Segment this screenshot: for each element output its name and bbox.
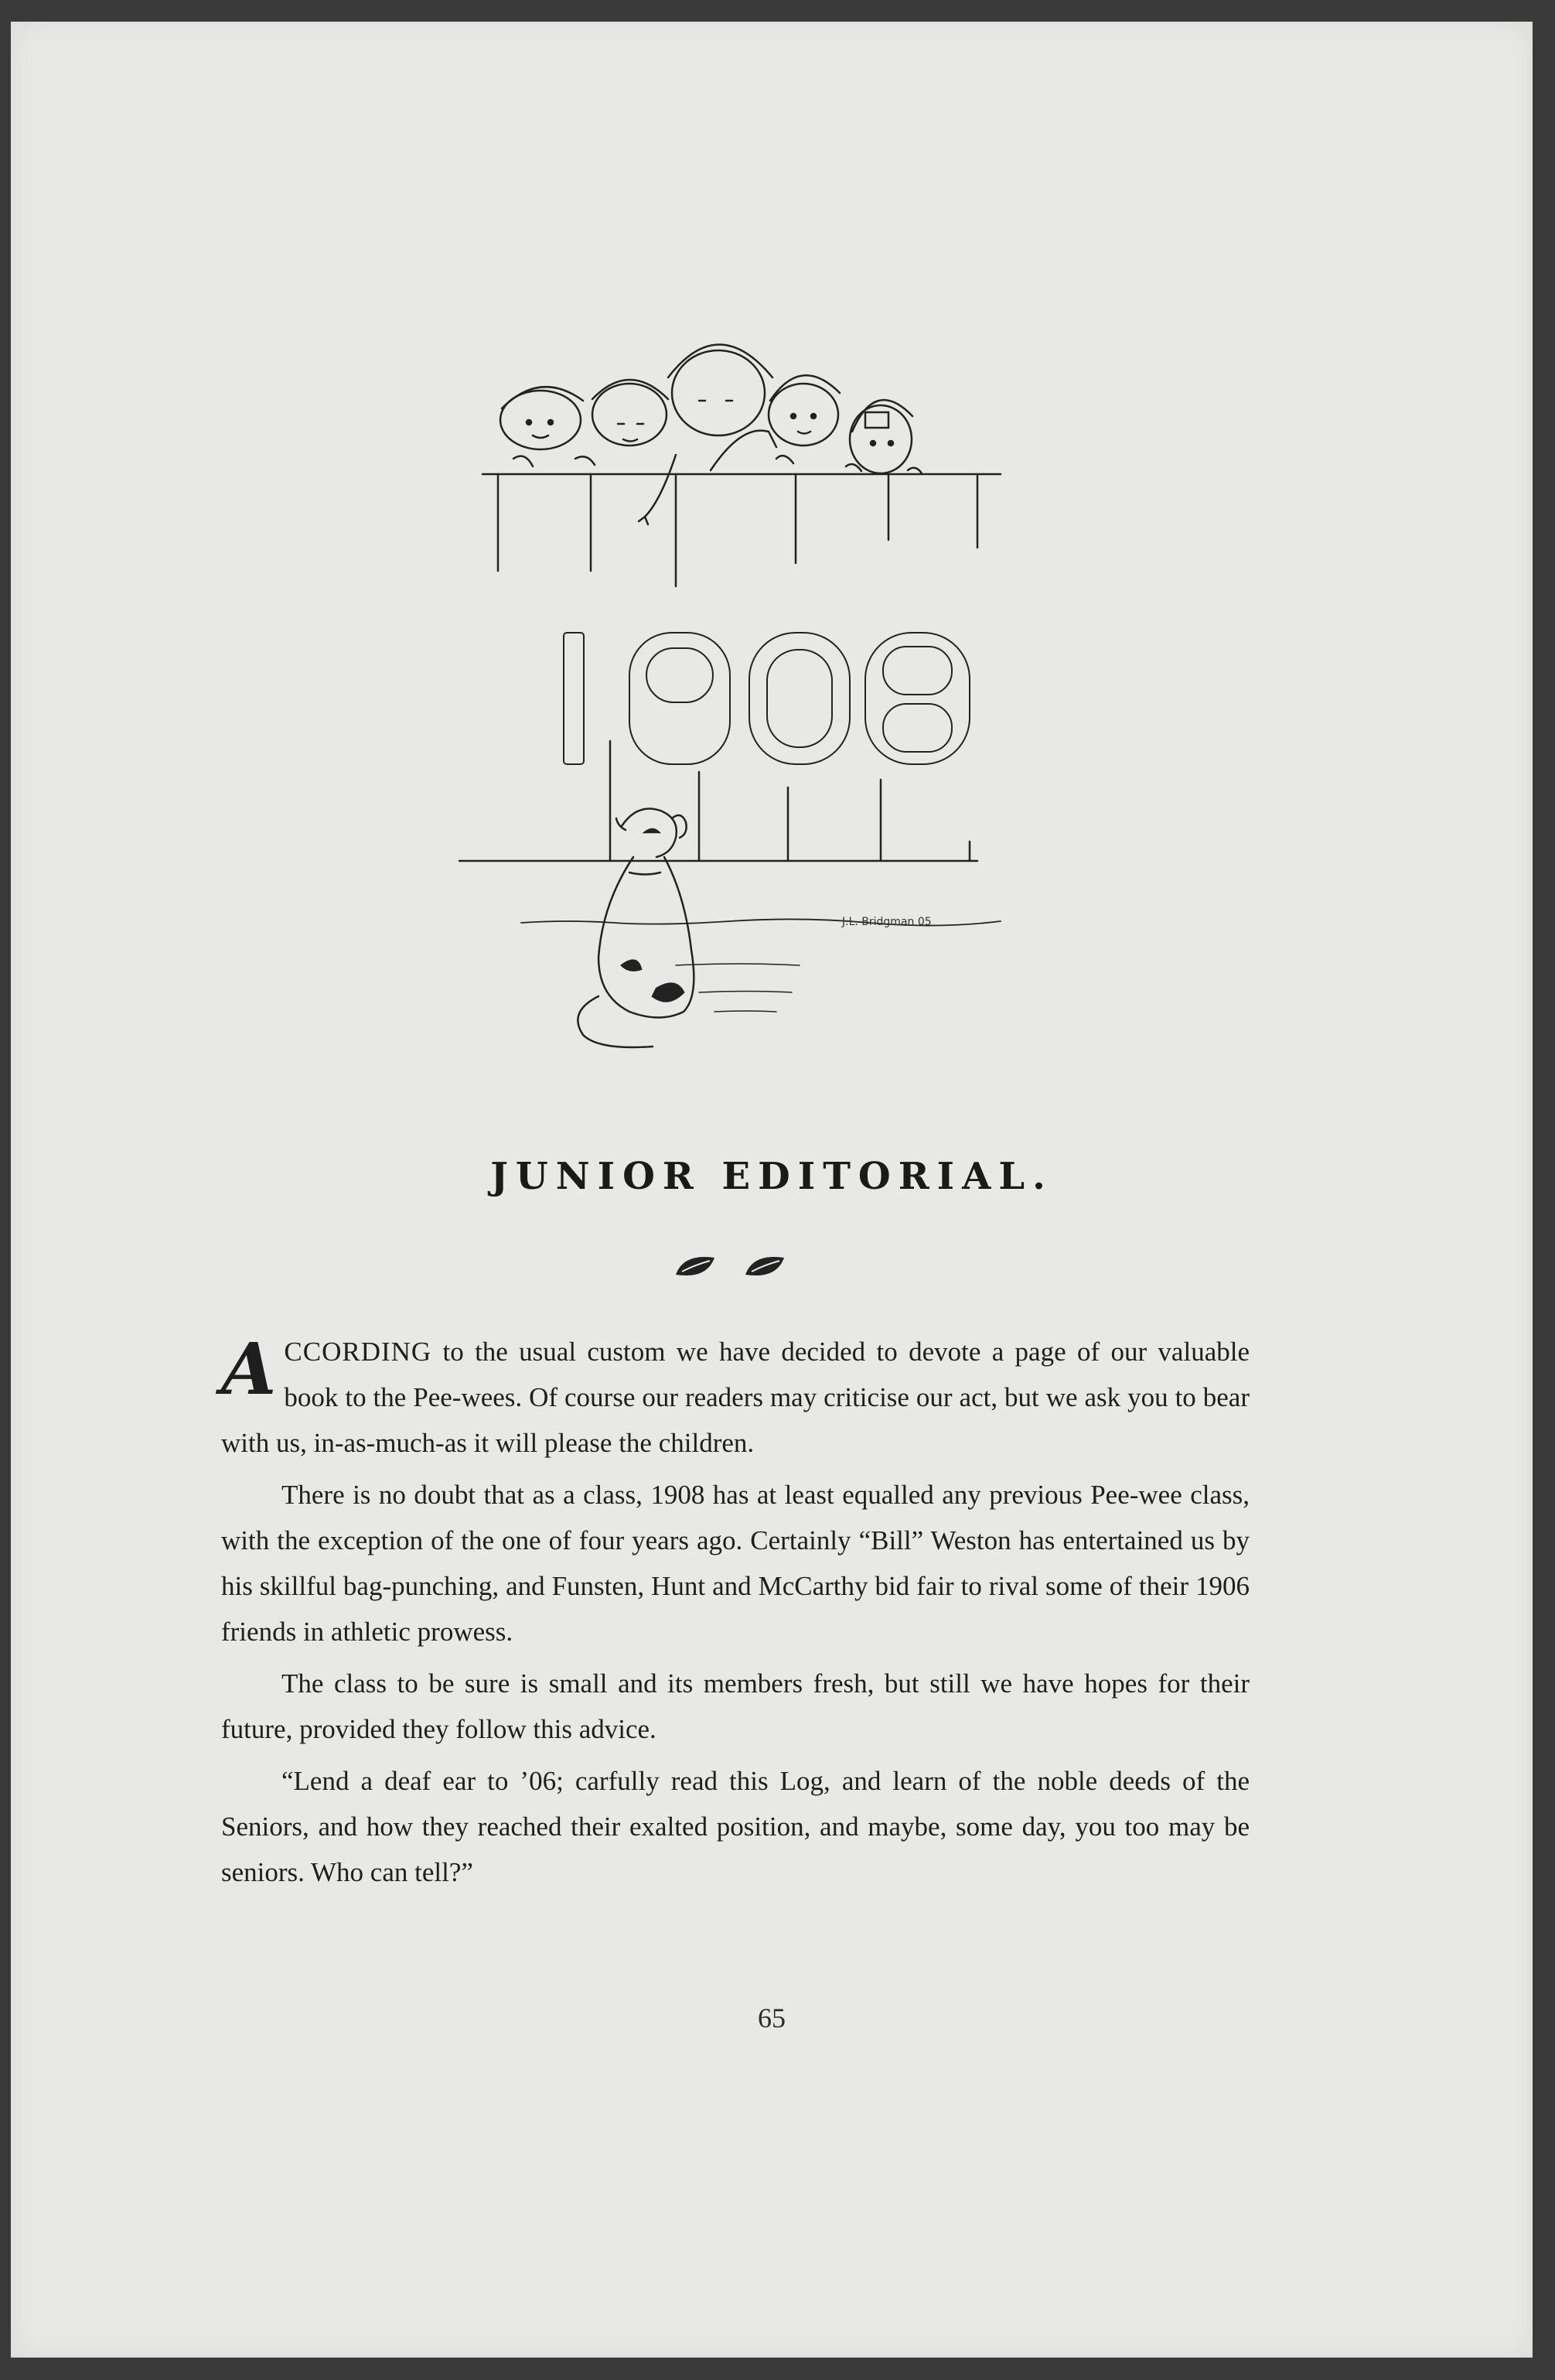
paragraph-3: The class to be sure is small and its members fresh, but still we have hopes for their future, provided they follow this advice.	[221, 1668, 1250, 1744]
children-heads	[500, 345, 922, 525]
year-1908-outline	[564, 633, 970, 764]
editorial-title: JUNIOR EDITORIAL.	[490, 1155, 1053, 1198]
fence-top	[483, 474, 1001, 586]
paragraph-2: There is no doubt that as a class, 1908 has at least equalled any previous Pee-wee class, with the exception of the one of four years ago. Certainly “Bill” Weston has entertained us by his skillful bag-punching, and Funsten, Hunt and McCarthy bid fair to rival some of their 1906 friends in athletic prowess.	[221, 1480, 1250, 1647]
paragraph-1-text: to the usual custom we have decided to devote a page of our valuable book to the Pee-wees. Of course our readers may criticise our act, but we ask you to bear with us, in-as-much-as it will please the children.	[221, 1337, 1250, 1458]
drop-cap: A	[221, 1327, 277, 1411]
illustration-drawing	[444, 316, 1032, 1058]
paragraph-4: “Lend a deaf ear to ’06; carfully read this Log, and learn of the noble deeds of the Seniors, and how they reached their exalted position, and maybe, some day, you too may be seniors. Who can tell?”	[221, 1766, 1250, 1887]
page-number: 65	[758, 2003, 786, 2033]
dog-drawing	[578, 809, 694, 1048]
editorial-body	[221, 1329, 1250, 1901]
children-fence-dog-illustration	[444, 316, 1032, 1058]
fence-bottom	[459, 741, 977, 861]
opening-word: CCORDING	[284, 1337, 432, 1367]
paragraph-1	[221, 1329, 1250, 1466]
book-page	[11, 22, 1533, 2358]
leaf-ornament	[668, 1250, 800, 1281]
artist-signature: J.L. Bridgman 05	[842, 916, 932, 928]
